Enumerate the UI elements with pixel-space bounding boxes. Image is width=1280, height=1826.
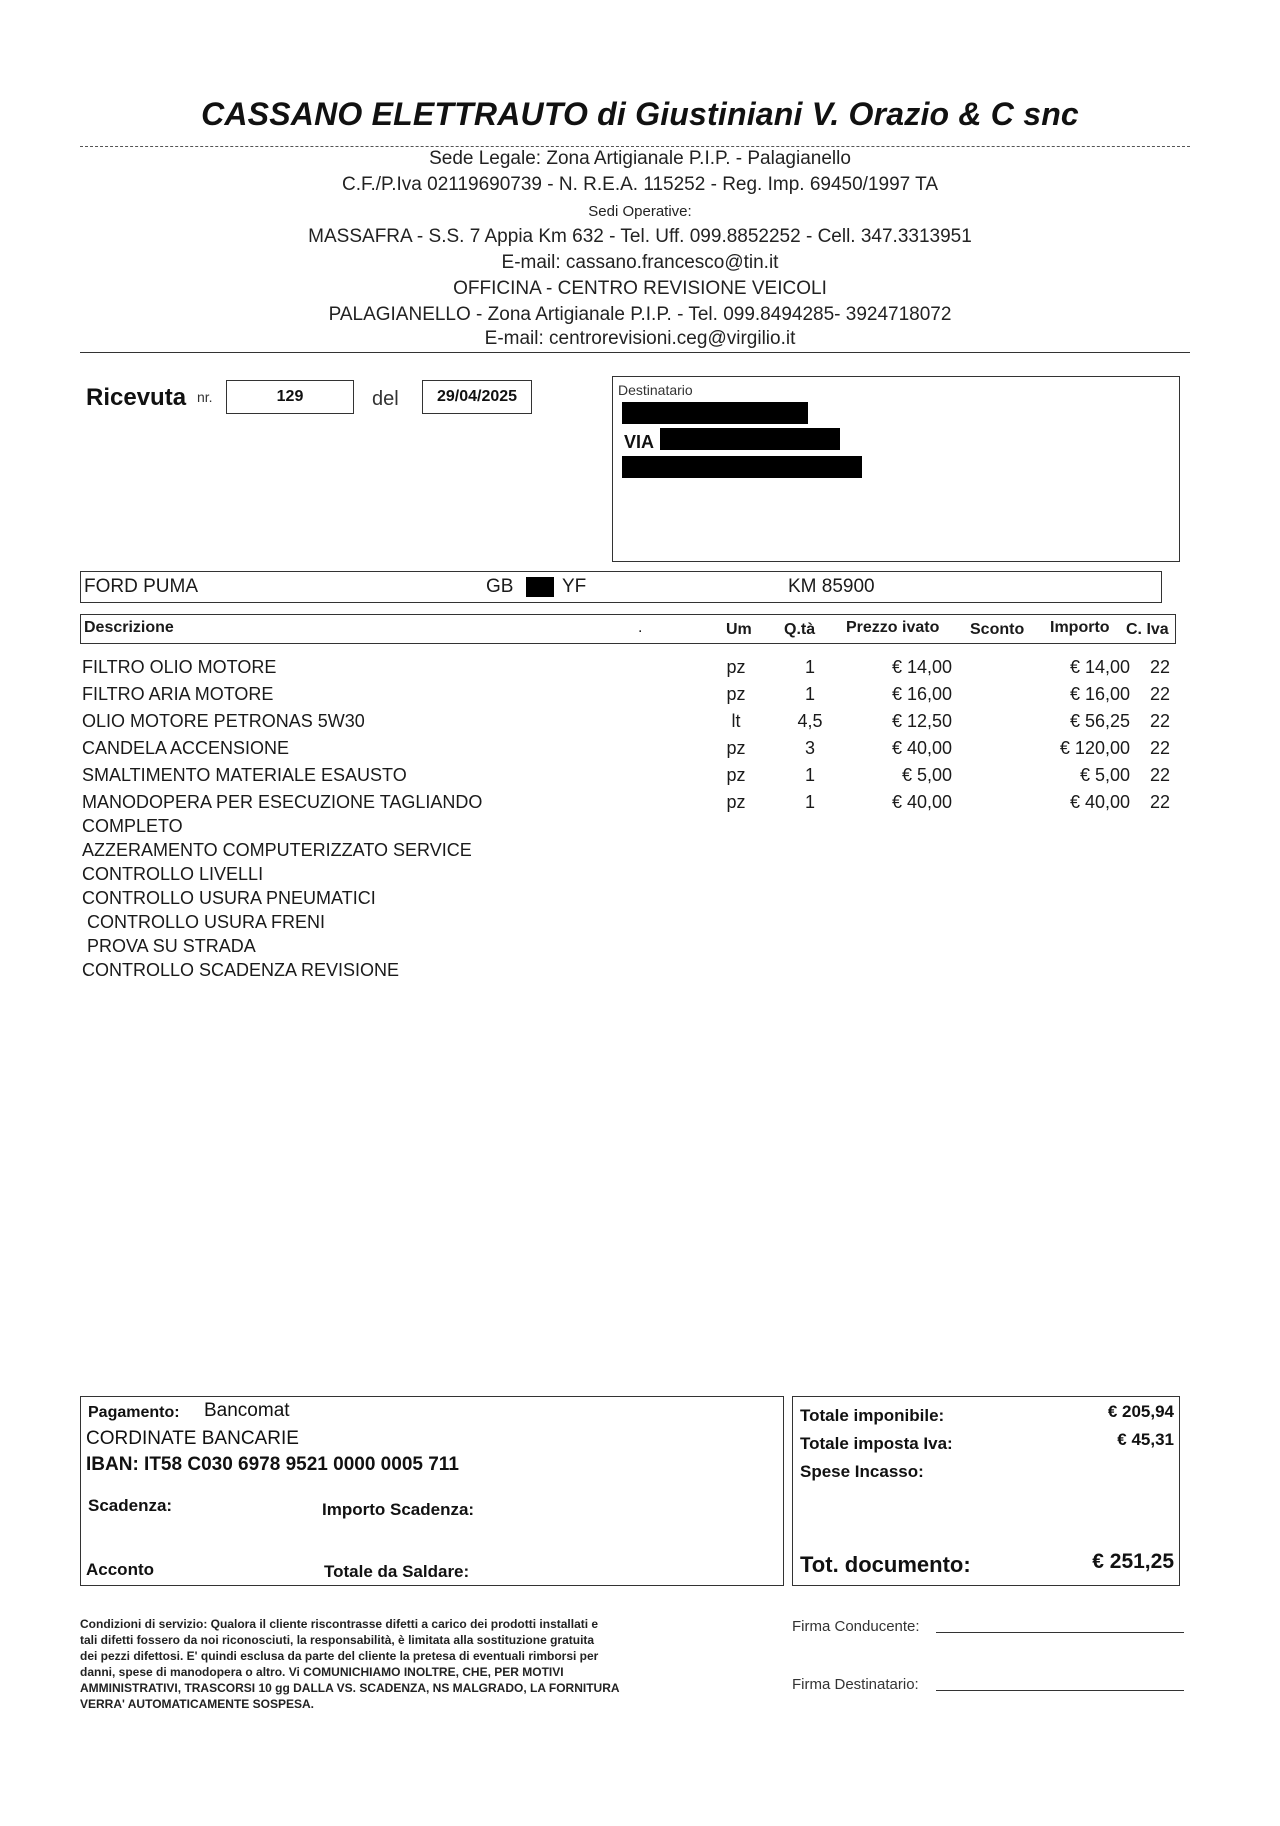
row-desc: CANDELA ACCENSIONE bbox=[82, 738, 290, 758]
col-iva: C. Iva bbox=[1126, 621, 1169, 638]
iban: IBAN: IT58 C030 6978 9521 0000 0005 711 bbox=[86, 1454, 459, 1475]
tot-documento-label: Tot. documento: bbox=[800, 1552, 971, 1577]
col-importo: Importo bbox=[1050, 619, 1110, 636]
company-fiscal-info: C.F./P.Iva 02119690739 - N. R.E.A. 115252 - Reg. Imp. 69450/1997 TA bbox=[341, 174, 939, 195]
terms-block bbox=[80, 1616, 780, 1712]
col-descrizione: Descrizione bbox=[84, 619, 174, 636]
table-row bbox=[0, 765, 1280, 789]
recipient-via: VIA bbox=[624, 432, 655, 452]
desc-extra-line: AZZERAMENTO COMPUTERIZZATO SERVICE bbox=[82, 840, 472, 860]
imposta-value: € 45,31 bbox=[1117, 1430, 1174, 1449]
col-prezzo: Prezzo ivato bbox=[846, 619, 940, 636]
terms-line: danni, spese di manodopera o altro. Vi COMUNICHIAMO INOLTRE, CHE, PER MOTIVI bbox=[80, 1665, 564, 1679]
row-desc: FILTRO ARIA MOTORE bbox=[82, 684, 274, 704]
row-desc: FILTRO OLIO MOTORE bbox=[82, 657, 277, 677]
row-price: € 12,50 bbox=[891, 711, 952, 731]
row-desc: MANODOPERA PER ESECUZIONE TAGLIANDO bbox=[82, 792, 483, 812]
receipt-number: 129 bbox=[226, 380, 354, 414]
row-um: pz bbox=[726, 765, 746, 785]
row-um: lt bbox=[731, 711, 741, 731]
row-price: € 40,00 bbox=[891, 792, 952, 812]
row-qty: 1 bbox=[804, 657, 815, 677]
vehicle-model: FORD PUMA bbox=[84, 576, 198, 597]
redacted-plate bbox=[526, 577, 554, 597]
row-amount: € 16,00 bbox=[1069, 684, 1130, 704]
row-amount: € 14,00 bbox=[1069, 657, 1130, 677]
company-massafra: MASSAFRA - S.S. 7 Appia Km 632 - Tel. Uff. 099.8852252 - Cell. 347.3313951 bbox=[308, 226, 972, 247]
row-price: € 5,00 bbox=[901, 765, 952, 785]
row-price: € 14,00 bbox=[891, 657, 952, 677]
payment-box bbox=[80, 1396, 784, 1586]
row-um: pz bbox=[726, 657, 746, 677]
receipt-date: 29/04/2025 bbox=[422, 380, 532, 414]
row-amount: € 40,00 bbox=[1069, 792, 1130, 812]
table-row bbox=[0, 792, 1280, 816]
importo-scadenza-label: Importo Scadenza: bbox=[322, 1500, 475, 1519]
payment-label: Pagamento: bbox=[88, 1404, 180, 1421]
company-email-1: E-mail: cassano.francesco@tin.it bbox=[501, 252, 779, 273]
imposta-label: Totale imposta Iva: bbox=[800, 1434, 953, 1453]
terms-line: dei pezzi difettosi. E' quindi esclusa da parte del cliente la pretesa di eventuali rimborsi per bbox=[80, 1649, 599, 1663]
desc-extra-line: CONTROLLO LIVELLI bbox=[82, 864, 264, 884]
company-sede-legale: Sede Legale: Zona Artigianale P.I.P. - Palagianello bbox=[429, 148, 851, 169]
imponibile-value: € 205,94 bbox=[1107, 1402, 1174, 1421]
receipt-nr-label: nr. bbox=[197, 389, 213, 405]
bank-label: CORDINATE BANCARIE bbox=[86, 1428, 299, 1449]
desc-extra-line: CONTROLLO USURA PNEUMATICI bbox=[82, 888, 376, 908]
row-desc: OLIO MOTORE PETRONAS 5W30 bbox=[82, 711, 365, 731]
row-um: pz bbox=[726, 684, 746, 704]
desc-extra-line: PROVA SU STRADA bbox=[82, 936, 256, 956]
spese-incasso-label: Spese Incasso: bbox=[800, 1462, 924, 1481]
row-amount: € 5,00 bbox=[1079, 765, 1130, 785]
row-qty: 4,5 bbox=[797, 711, 823, 731]
totale-saldare-label: Totale da Saldare: bbox=[324, 1562, 470, 1581]
row-iva: 22 bbox=[1150, 765, 1171, 785]
row-qty: 1 bbox=[804, 684, 815, 704]
company-title: CASSANO ELETTRAUTO di Giustiniani V. Orazio & C snc bbox=[201, 96, 1079, 132]
firma-conducente-line[interactable] bbox=[936, 1632, 1184, 1633]
redacted-address bbox=[660, 428, 840, 450]
tot-documento-value: € 251,25 bbox=[1092, 1550, 1174, 1573]
col-um: Um bbox=[726, 621, 752, 638]
row-iva: 22 bbox=[1150, 684, 1171, 704]
col-qta: Q.tà bbox=[784, 621, 816, 638]
row-price: € 40,00 bbox=[891, 738, 952, 758]
table-row bbox=[0, 657, 1280, 681]
row-desc: SMALTIMENTO MATERIALE ESAUSTO bbox=[82, 765, 407, 785]
company-officina: OFFICINA - CENTRO REVISIONE VEICOLI bbox=[453, 278, 827, 299]
row-um: pz bbox=[726, 738, 746, 758]
receipt-label: Ricevuta bbox=[86, 384, 187, 411]
row-qty: 1 bbox=[804, 765, 815, 785]
redacted-city bbox=[622, 456, 862, 478]
imponibile-label: Totale imponibile: bbox=[800, 1406, 945, 1425]
company-email-2: E-mail: centrorevisioni.ceg@virgilio.it bbox=[484, 328, 796, 349]
terms-line: VERRA' AUTOMATICAMENTE SOSPESA. bbox=[80, 1697, 314, 1711]
company-palagianello: PALAGIANELLO - Zona Artigianale P.I.P. - Tel. 099.8494285- 3924718072 bbox=[328, 304, 952, 325]
scadenza-label: Scadenza: bbox=[88, 1496, 173, 1515]
col-sconto: Sconto bbox=[970, 621, 1025, 638]
header-divider bbox=[80, 146, 1190, 147]
col-dot: . bbox=[638, 619, 643, 636]
row-um: pz bbox=[726, 792, 746, 812]
desc-extra-line: COMPLETO bbox=[82, 816, 183, 836]
row-iva: 22 bbox=[1150, 711, 1171, 731]
header-bottom-rule bbox=[80, 352, 1190, 353]
receipt-del-label: del bbox=[372, 388, 399, 410]
firma-conducente-label: Firma Conducente: bbox=[792, 1618, 920, 1635]
terms-line: Condizioni di servizio: Qualora il cliente riscontrasse difetti a carico dei prodotti installati e bbox=[80, 1617, 599, 1631]
row-qty: 3 bbox=[804, 738, 815, 758]
row-amount: € 120,00 bbox=[1059, 738, 1130, 758]
acconto-label: Acconto bbox=[86, 1560, 154, 1579]
firma-destinatario-label: Firma Destinatario: bbox=[792, 1676, 919, 1693]
row-qty: 1 bbox=[804, 792, 815, 812]
terms-line: tali difetti fossero da noi riconosciuti, la responsabilità, è limitata alla sostituzione gratuita bbox=[80, 1633, 595, 1647]
row-price: € 16,00 bbox=[891, 684, 952, 704]
table-row bbox=[0, 738, 1280, 762]
row-amount: € 56,25 bbox=[1069, 711, 1130, 731]
row-iva: 22 bbox=[1150, 792, 1171, 812]
row-iva: 22 bbox=[1150, 738, 1171, 758]
vehicle-plate-end: YF bbox=[562, 576, 587, 597]
vehicle-plate-start: GB bbox=[486, 576, 514, 597]
terms-line: AMMINISTRATIVI, TRASCORSI 10 gg DALLA VS. SCADENZA, NS MALGRADO, LA FORNITURA bbox=[80, 1681, 620, 1695]
payment-method: Bancomat bbox=[204, 1400, 290, 1421]
table-row bbox=[0, 711, 1280, 735]
firma-destinatario-line[interactable] bbox=[936, 1690, 1184, 1691]
redacted-name bbox=[622, 402, 808, 424]
vehicle-km: KM 85900 bbox=[788, 576, 875, 597]
vehicle-box bbox=[80, 571, 1162, 603]
desc-extra-line: CONTROLLO SCADENZA REVISIONE bbox=[82, 960, 400, 980]
recipient-label: Destinatario bbox=[618, 382, 693, 398]
desc-extra-line: CONTROLLO USURA FRENI bbox=[82, 912, 326, 932]
row-iva: 22 bbox=[1150, 657, 1171, 677]
table-row bbox=[0, 684, 1280, 708]
company-sedi-operative: Sedi Operative: bbox=[588, 203, 692, 220]
